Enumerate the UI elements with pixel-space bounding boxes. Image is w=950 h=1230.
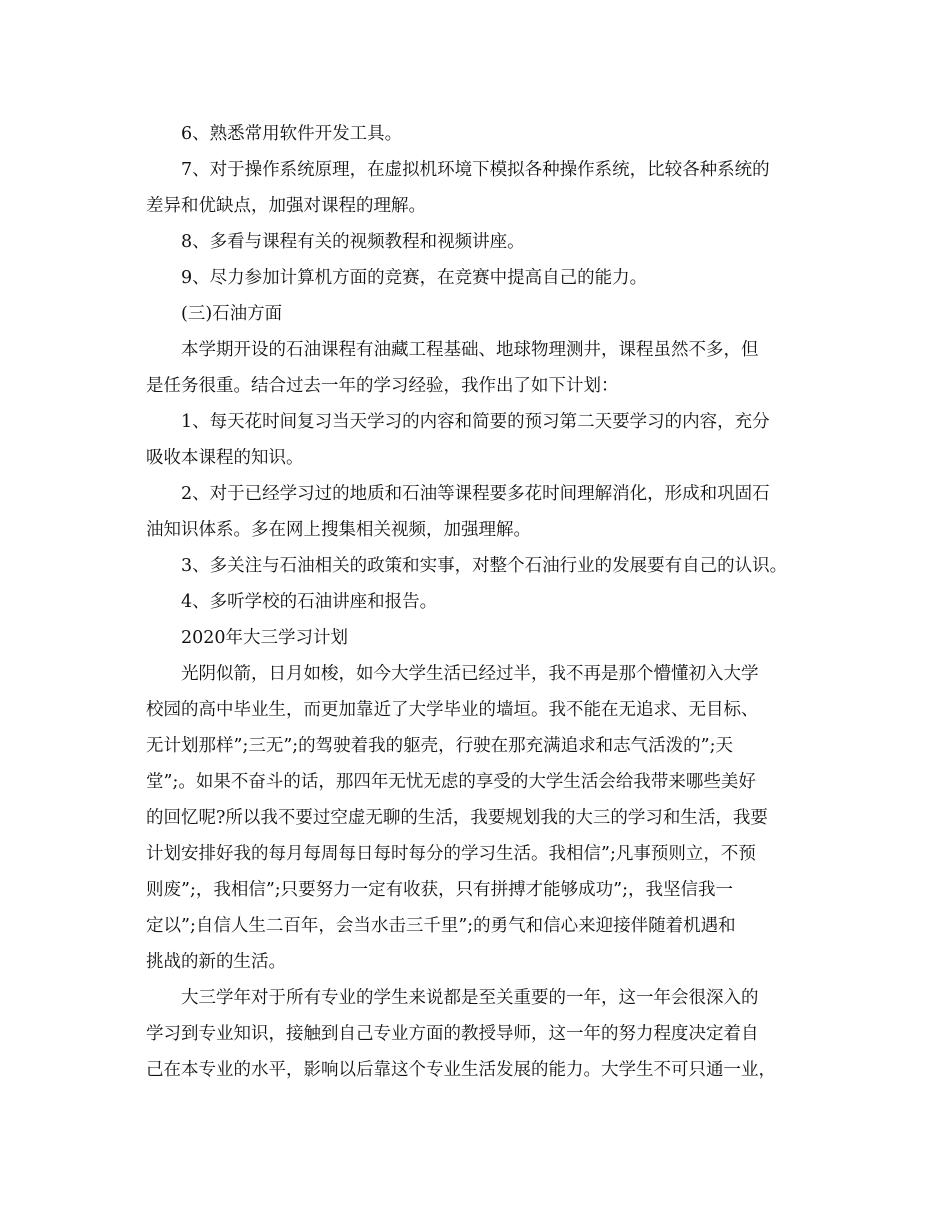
text-line: 4、多听学校的石油讲座和报告。	[181, 592, 438, 612]
paragraph	[146, 296, 826, 332]
text-line: 光阴似箭，日月如梭，如今大学生活已经过半，我不再是那个懵懂初入大学	[181, 664, 759, 684]
text-line: 2、对于已经学习过的地质和石油等课程要多花时间理解消化，形成和巩固石	[181, 484, 770, 504]
text-line: 定以”;自信人生二百年，会当水击三千里”;的勇气和信心来迎接伴随着机遇和	[146, 916, 736, 936]
text-line: 1、每天花时间复习当天学习的内容和简要的预习第二天要学习的内容，充分	[181, 412, 770, 432]
text-line: 是任务很重。结合过去一年的学习经验，我作出了如下计划：	[146, 376, 619, 396]
text-line: 学习到专业知识，接触到自己专业方面的教授导师，这一年的努力程度决定着自	[146, 1024, 759, 1044]
text-line: 8、多看与课程有关的视频教程和视频讲座。	[181, 232, 525, 252]
text-line: 吸收本课程的知识。	[146, 448, 304, 468]
document-body	[146, 116, 826, 1088]
paragraph	[146, 260, 826, 296]
text-line: 堂”;。如果不奋斗的话，那四年无忧无虑的享受的大学生活会给我带来哪些美好	[146, 772, 756, 792]
text-line: 挑战的新的生活。	[146, 952, 286, 972]
text-line: 9、尽力参加计算机方面的竞赛，在竞赛中提高自己的能力。	[181, 268, 648, 288]
text-line: 3、多关注与石油相关的政策和实事，对整个石油行业的发展要有自己的认识。	[181, 556, 788, 576]
text-line: 无计划那样”;三无”;的驾驶着我的躯壳，行驶在那充满追求和志气活泼的”;天	[146, 736, 734, 756]
text-line: 7、对于操作系统原理，在虚拟机环境下模拟各种操作系统，比较各种系统的	[181, 160, 770, 180]
paragraph	[146, 548, 826, 584]
text-line: 差异和优缺点，加强对课程的理解。	[146, 196, 426, 216]
text-line: 本学期开设的石油课程有油藏工程基础、地球物理测井，课程虽然不多，但	[181, 340, 759, 360]
paragraph	[146, 332, 826, 404]
text-line: 计划安排好我的每月每周每日每时每分的学习生活。我相信”;凡事预则立，不预	[146, 844, 756, 864]
text-line: 大三学年对于所有专业的学生来说都是至关重要的一年，这一年会很深入的	[181, 988, 759, 1008]
text-line: 己在本专业的水平，影响以后靠这个专业生活发展的能力。大学生不可只通一业，	[146, 1060, 776, 1080]
text-line: 校园的高中毕业生，而更加靠近了大学毕业的墙垣。我不能在无追求、无目标、	[146, 700, 759, 720]
paragraph	[146, 620, 826, 656]
text-line: 2020年大三学习计划	[181, 628, 349, 648]
text-line: (三)石油方面	[181, 304, 283, 324]
paragraph	[146, 116, 826, 152]
text-line: 油知识体系。多在网上搜集相关视频，加强理解。	[146, 520, 531, 540]
paragraph	[146, 224, 826, 260]
paragraph	[146, 476, 826, 548]
paragraph	[146, 656, 826, 980]
paragraph	[146, 152, 826, 224]
text-line: 6、熟悉常用软件开发工具。	[181, 124, 403, 144]
text-line: 则废”;，我相信”;只要努力一定有收获，只有拼搏才能够成功”;，我坚信我一	[146, 880, 734, 900]
text-line: 的回忆呢?所以我不要过空虚无聊的生活，我要规划我的大三的学习和生活，我要	[146, 808, 768, 828]
paragraph	[146, 404, 826, 476]
paragraph	[146, 980, 826, 1088]
paragraph	[146, 584, 826, 620]
